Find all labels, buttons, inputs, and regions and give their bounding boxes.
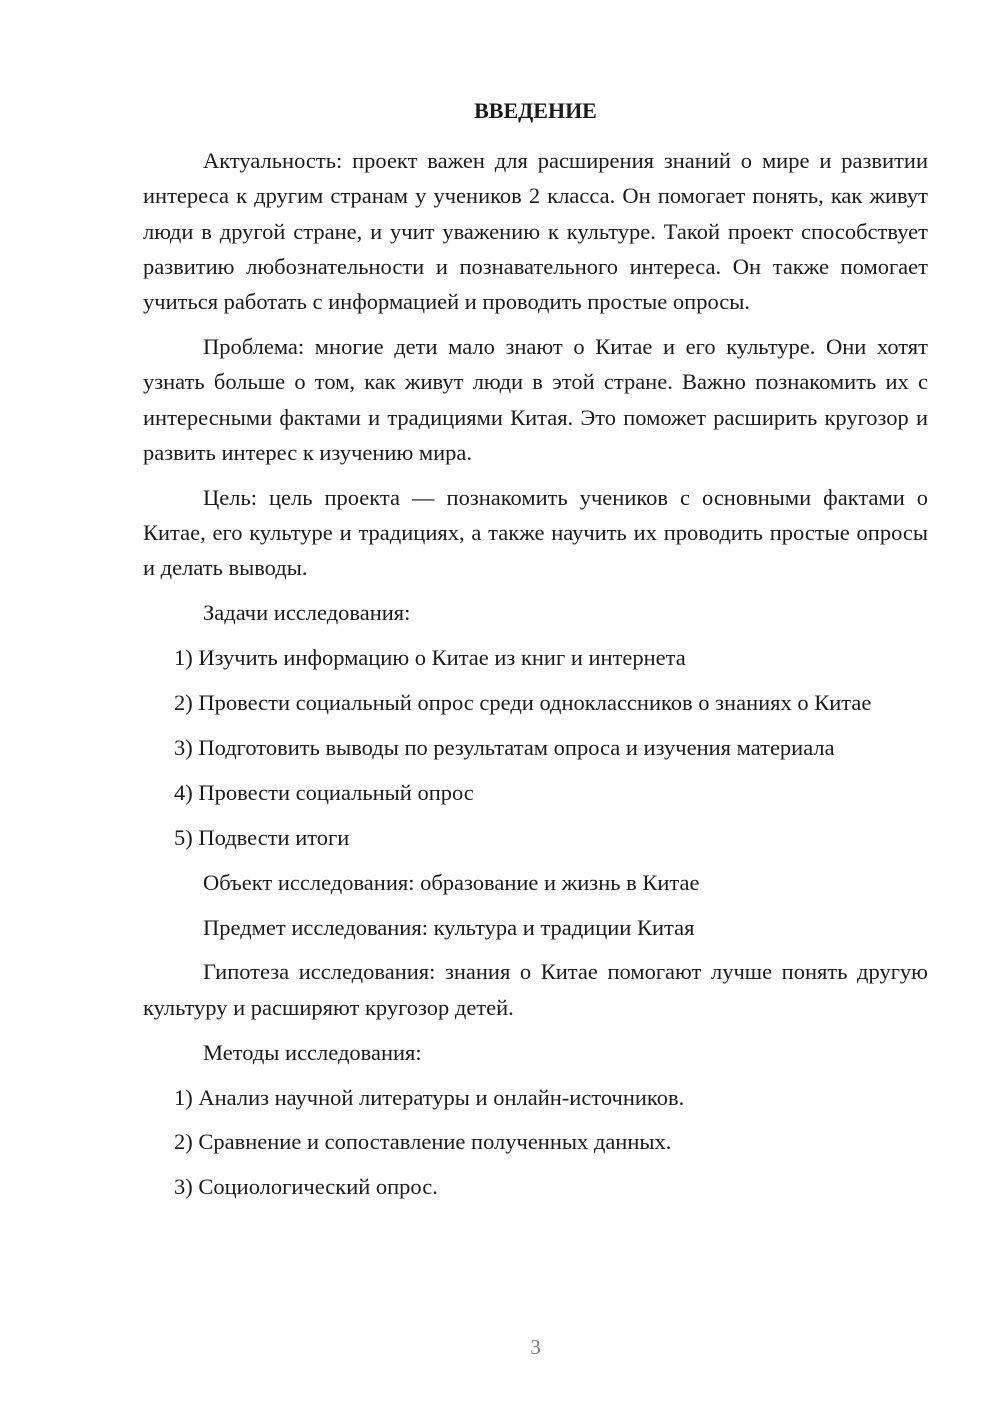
task-item: 2) Провести социальный опрос среди одноклассников о знаниях о Китае	[174, 690, 872, 716]
task-item: 4) Провести социальный опрос	[174, 779, 474, 805]
methods-heading: Методы исследования:	[203, 1039, 422, 1065]
goal-paragraph: Цель: цель проекта — познакомить учеников с основными фактами о Китае, его культуре и традициях, а также научить их проводить простые опросы и делать выводы.	[143, 484, 928, 581]
task-item: 5) Подвести итоги	[174, 824, 350, 850]
section-title: ВВЕДЕНИЕ	[474, 98, 597, 123]
tasks-heading: Задачи исследования:	[203, 600, 411, 626]
method-item: 1) Анализ научной литературы и онлайн-источников.	[174, 1084, 685, 1110]
document-body	[143, 143, 928, 1214]
research-subject: Предмет исследования: культура и традиции Китая	[203, 914, 695, 940]
document-page	[143, 0, 928, 1414]
problem-paragraph: Проблема: многие дети мало знают о Китае и его культуре. Они хотят узнать больше о том, как живут люди в этой стране. Важно познакомить их с интересными фактами и традициями Китая. Это поможет расширить кругозор и развить интерес к изучению мира.	[143, 334, 928, 465]
relevance-paragraph: Актуальность: проект важен для расширения знаний о мире и развитии интереса к другим странам у учеников 2 класса. Он помогает понять, как живут люди в другой стране, и учит уважению к культуре. Такой проект способствует развитию любознательности и познавательного интереса. Он также помогает учиться работать с информацией и проводить простые опросы.	[143, 148, 928, 315]
research-object: Объект исследования: образование и жизнь в Китае	[203, 869, 700, 895]
method-item: 2) Сравнение и сопоставление полученных данных.	[174, 1129, 672, 1155]
page-number: 3	[530, 1335, 541, 1359]
task-item: 3) Подготовить выводы по результатам опроса и изучения материала	[174, 735, 835, 761]
task-item: 1) Изучить информацию о Китае из книг и интернета	[174, 645, 686, 671]
method-item: 3) Социологический опрос.	[174, 1174, 438, 1200]
research-hypothesis: Гипотеза исследования: знания о Китае помогают лучше понять другую культуру и расширяют кругозор детей.	[143, 959, 928, 1020]
